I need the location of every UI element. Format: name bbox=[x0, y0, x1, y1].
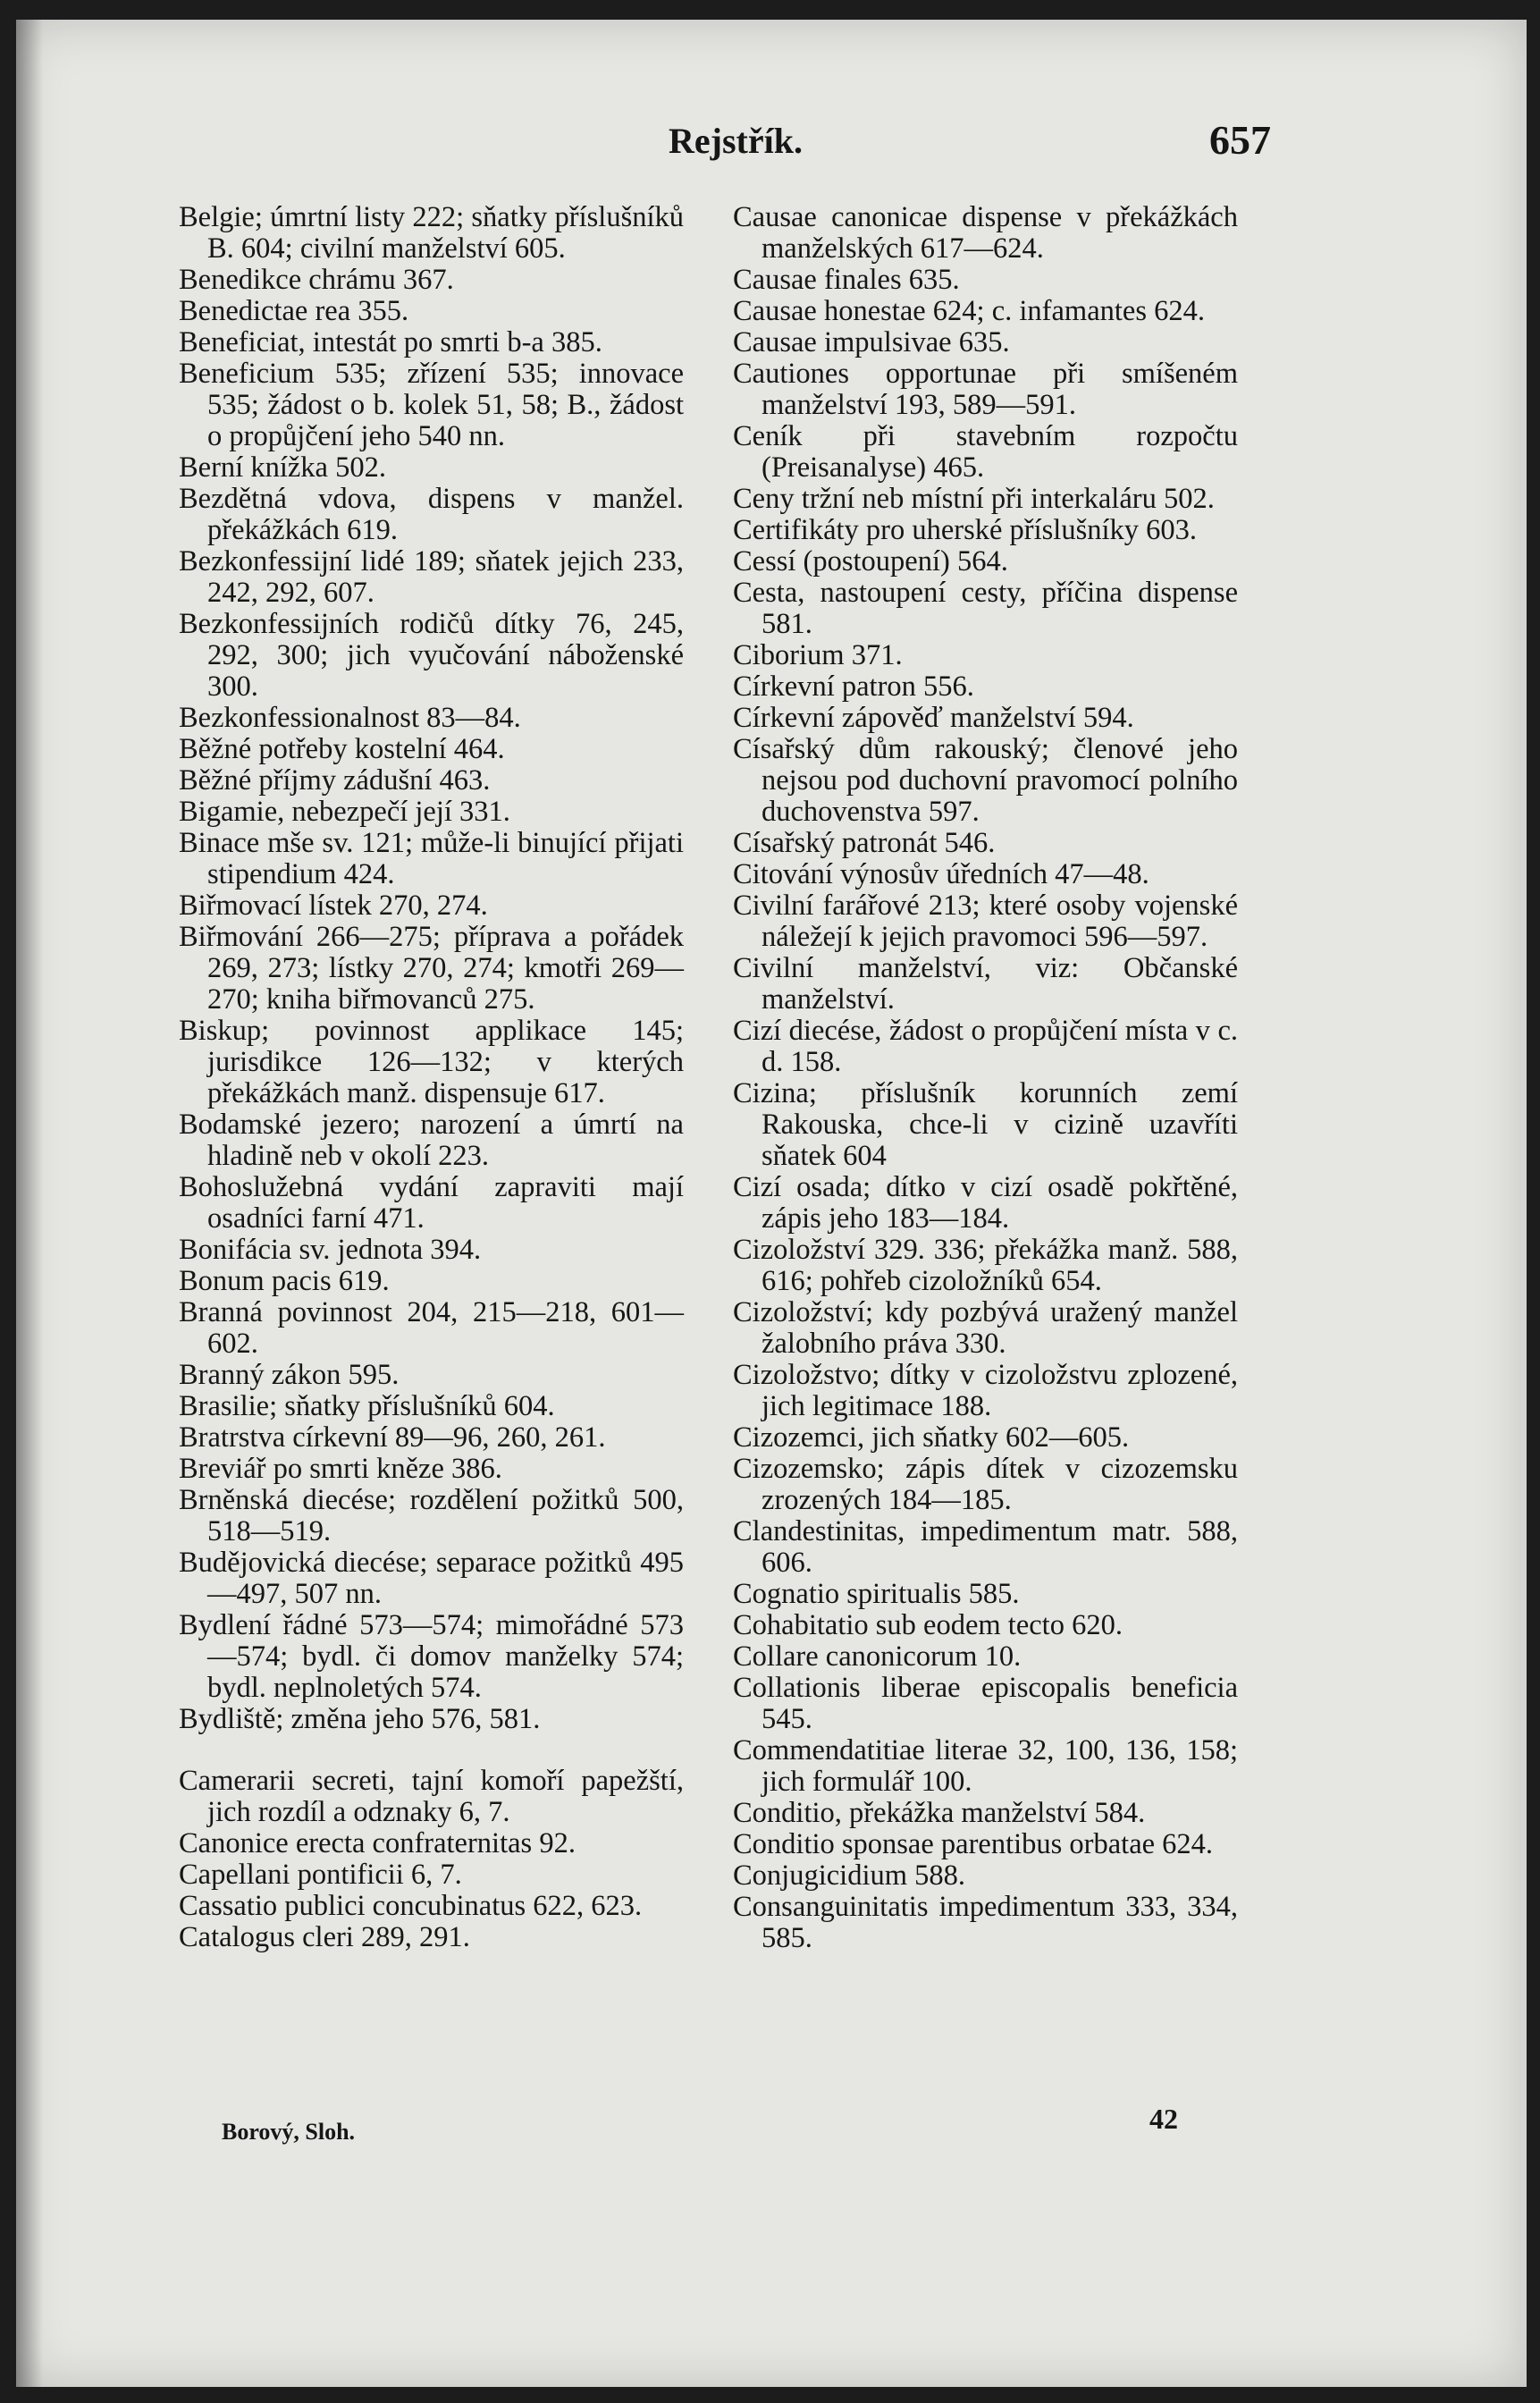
index-entry: Ceny tržní neb místní při interkaláru 502. bbox=[733, 483, 1215, 515]
index-entry: Bonifácia sv. jednota 394. bbox=[179, 1234, 482, 1266]
index-entry: Cizina; příslušník korunních zemí Rakouska, chce-li v cizině uzavříti sňatek 604 bbox=[733, 1077, 1238, 1172]
index-entry: Bonum pacis 619. bbox=[179, 1265, 390, 1297]
index-entry: Bodamské jezero; narození a úmrtí na hladině neb v okolí 223. bbox=[179, 1109, 684, 1172]
page-gutter-shadow bbox=[16, 20, 43, 2387]
index-entry: Církevní zápověď manželství 594. bbox=[733, 702, 1134, 734]
index-entry: Biřmovací lístek 270, 274. bbox=[179, 890, 488, 922]
index-entry: Causae canonicae dispense v překážkách manželských 617—624. bbox=[733, 201, 1238, 265]
index-entry: Běžné příjmy zádušní 463. bbox=[179, 764, 491, 797]
footer-author: Borový, Sloh. bbox=[222, 2119, 356, 2145]
index-entry: Canonice erecta confraternitas 92. bbox=[179, 1827, 576, 1859]
index-entry: Cesta, nastoupení cesty, příčina dispense 581. bbox=[733, 577, 1238, 640]
index-entry: Bohoslužebná vydání zapraviti mají osadníci farní 471. bbox=[179, 1171, 684, 1235]
index-entry: Clandestinitas, impedimentum matr. 588, 606. bbox=[733, 1515, 1238, 1579]
index-entry: Conditio, překážka manželství 584. bbox=[733, 1797, 1146, 1829]
index-entry: Bigamie, nebezpečí její 331. bbox=[179, 796, 510, 828]
index-entry: Branný zákon 595. bbox=[179, 1359, 400, 1391]
index-entry: Bezkonfessijní lidé 189; sňatek jejich 233, 242, 292, 607. bbox=[179, 545, 684, 609]
index-entry: Catalogus cleri 289, 291. bbox=[179, 1921, 470, 1953]
index-entry: Belgie; úmrtní listy 222; sňatky příslušníků B. 604; civilní manželství 605. bbox=[179, 201, 684, 265]
index-entry: Budějovická diecése; separace požitků 495—497, 507 nn. bbox=[179, 1547, 684, 1610]
index-entry: Ceník při stavebním rozpočtu (Preisanalyse) 465. bbox=[733, 420, 1238, 484]
index-entry: Bezkonfessijních rodičů dítky 76, 245, 292, 300; jich vyučování náboženské 300. bbox=[179, 608, 684, 703]
index-entry: Brasilie; sňatky příslušníků 604. bbox=[179, 1390, 555, 1422]
index-entry: Binace mše sv. 121; může-li binující přijati stipendium 424. bbox=[179, 827, 684, 890]
index-entry: Conditio sponsae parentibus orbatae 624. bbox=[733, 1828, 1214, 1860]
index-entry: Cizoložství 329. 336; překážka manž. 588, 616; pohřeb cizoložníků 654. bbox=[733, 1234, 1238, 1297]
index-entry: Ciborium 371. bbox=[733, 639, 903, 671]
index-entry: Benedictae rea 355. bbox=[179, 295, 409, 327]
index-entry: Cohabitatio sub eodem tecto 620. bbox=[733, 1609, 1123, 1641]
index-entry: Benedikce chrámu 367. bbox=[179, 264, 454, 296]
index-entry: Církevní patron 556. bbox=[733, 670, 974, 703]
index-entry: Collare canonicorum 10. bbox=[733, 1640, 1022, 1673]
index-entry: Capellani pontificii 6, 7. bbox=[179, 1859, 462, 1891]
index-entry: Camerarii secreti, tajní komoří papežští, jich rozdíl a odznaky 6, 7. bbox=[179, 1765, 684, 1828]
index-entry: Brněnská diecése; rozdělení požitků 500, 518—519. bbox=[179, 1484, 684, 1547]
index-entry: Certifikáty pro uherské příslušníky 603. bbox=[733, 514, 1198, 546]
index-entry: Conjugicidium 588. bbox=[733, 1859, 965, 1892]
index-entry: Causae honestae 624; c. infamantes 624. bbox=[733, 295, 1205, 327]
section-gap bbox=[179, 1735, 684, 1766]
index-entry: Biřmování 266—275; příprava a pořádek 269, 273; lístky 270, 274; kmotři 269—270; kniha biřmovanců 275. bbox=[179, 921, 684, 1016]
index-entry: Bezkonfessionalnost 83—84. bbox=[179, 702, 521, 734]
index-entry: Causae finales 635. bbox=[733, 264, 960, 296]
index-entry: Breviář po smrti kněze 386. bbox=[179, 1453, 502, 1485]
index-column-left bbox=[179, 202, 684, 1953]
index-entry: Cautiones opportunae při smíšeném manželství 193, 589—591. bbox=[733, 358, 1238, 421]
index-entry: Běžné potřeby kostelní 464. bbox=[179, 733, 505, 765]
index-entry: Consanguinitatis impedimentum 333, 334, 585. bbox=[733, 1891, 1238, 1954]
signature-mark: 42 bbox=[1149, 2103, 1178, 2135]
index-entry: Cizí diecése, žádost o propůjčení místa v c. d. 158. bbox=[733, 1015, 1238, 1078]
index-entry: Cizoložství; kdy pozbývá uražený manžel žalobního práva 330. bbox=[733, 1296, 1238, 1360]
index-entry: Collationis liberae episcopalis beneficia 545. bbox=[733, 1672, 1238, 1735]
index-entry: Berní knížka 502. bbox=[179, 451, 386, 484]
index-entry: Cizí osada; dítko v cizí osadě pokřtěné, zápis jeho 183—184. bbox=[733, 1171, 1238, 1235]
index-entry: Cizozemci, jich sňatky 602—605. bbox=[733, 1421, 1130, 1454]
index-entry: Cizoložstvo; dítky v cizoložstvu zplozené, jich legitimace 188. bbox=[733, 1359, 1238, 1422]
index-column-right bbox=[733, 202, 1238, 1954]
index-entry: Císařský dům rakouský; členové jeho nejsou pod duchovní pravomocí polního duchovenstva 597. bbox=[733, 733, 1238, 828]
index-entry: Cassatio publici concubinatus 622, 623. bbox=[179, 1890, 643, 1922]
index-entry: Cessí (postoupení) 564. bbox=[733, 545, 1008, 578]
index-entry: Citování výnosův úředních 47—48. bbox=[733, 858, 1149, 890]
index-entry: Bratrstva církevní 89—96, 260, 261. bbox=[179, 1421, 606, 1454]
book-page bbox=[16, 20, 1527, 2387]
page-number: 657 bbox=[1209, 117, 1271, 163]
running-header-title: Rejstřík. bbox=[669, 121, 803, 161]
index-entry: Bezdětná vdova, dispens v manžel. překážkách 619. bbox=[179, 483, 684, 546]
index-entry: Causae impulsivae 635. bbox=[733, 326, 1010, 358]
index-entry: Beneficiat, intestát po smrti b-a 385. bbox=[179, 326, 602, 358]
index-entry: Commendatitiae literae 32, 100, 136, 158; jich formulář 100. bbox=[733, 1734, 1238, 1798]
index-entry: Bydliště; změna jeho 576, 581. bbox=[179, 1703, 541, 1735]
index-entry: Beneficium 535; zřízení 535; innovace 535; žádost o b. kolek 51, 58; B., žádost o propůjčení jeho 540 nn. bbox=[179, 358, 684, 452]
index-entry: Cizozemsko; zápis dítek v cizozemsku zrozených 184—185. bbox=[733, 1453, 1238, 1516]
index-entry: Císařský patronát 546. bbox=[733, 827, 996, 859]
index-entry: Civilní farářové 213; které osoby vojenské náležejí k jejich pravomoci 596—597. bbox=[733, 890, 1238, 953]
index-entry: Civilní manželství, viz: Občanské manželství. bbox=[733, 952, 1238, 1016]
index-entry: Biskup; povinnost applikace 145; jurisdikce 126—132; v kterých překážkách manž. dispensuje 617. bbox=[179, 1015, 684, 1109]
index-entry: Bydlení řádné 573—574; mimořádné 573—574; bydl. či domov manželky 574; bydl. neplnoletých 574. bbox=[179, 1609, 684, 1704]
index-entry: Branná povinnost 204, 215—218, 601—602. bbox=[179, 1296, 684, 1360]
index-entry: Cognatio spiritualis 585. bbox=[733, 1578, 1020, 1610]
